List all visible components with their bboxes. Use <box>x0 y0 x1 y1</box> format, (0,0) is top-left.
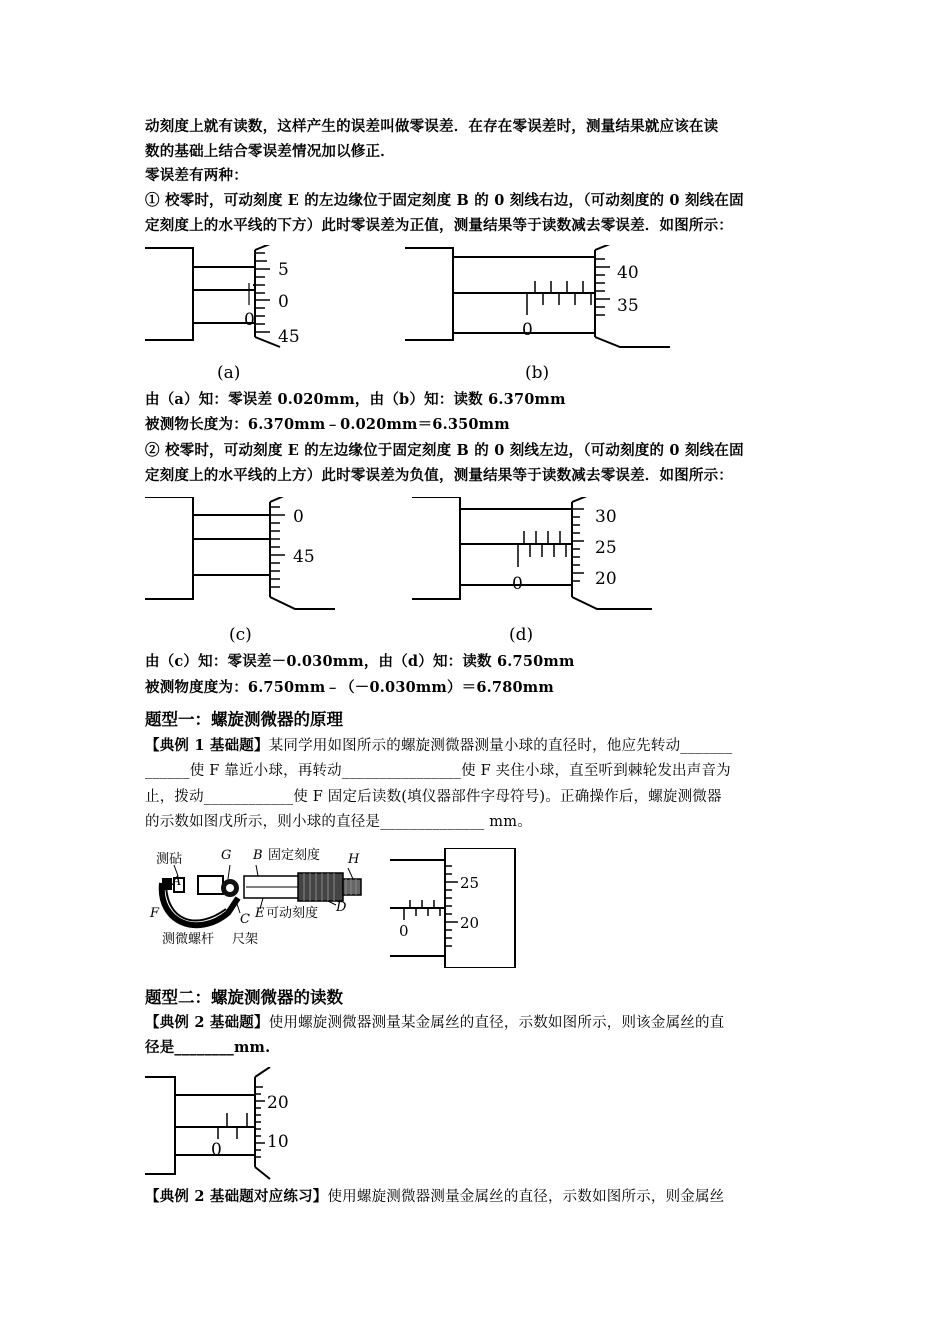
fig-f-label-20: 20 <box>267 1093 289 1113</box>
intro-line-1: 动刻度上就有读数，这样产生的误差叫做零误差．在存在零误差时，测量结果就应该在读 <box>145 118 719 135</box>
fig-e-zero: 0 <box>399 922 409 940</box>
fig-b-caption: (b) <box>525 363 550 383</box>
label-E: E <box>255 906 265 921</box>
fig-b-label-35: 35 <box>617 296 639 316</box>
fig-d-label-25: 25 <box>595 538 617 558</box>
label-spindle: 测微螺杆 <box>162 932 215 947</box>
fig-a-label-0: 0 <box>278 292 289 312</box>
fig-b-zero: 0 <box>522 320 533 340</box>
example1-line-2: ______使 F 靠近小球，再转动________________使 F 夹住小球，直至听到棘轮发出声音为 <box>145 763 731 779</box>
fig-d-zero: 0 <box>512 574 523 594</box>
case2-line-b: 定刻度上的水平线的上方）此时零误差为负值，测量结果等于读数减去零误差．如图所示： <box>145 467 733 484</box>
result2-line-1: 由（c）知：零误差－0.030mm，由（d）知：读数 6.750mm <box>145 653 575 670</box>
label-A: A <box>172 874 182 889</box>
intro-line-2: 数的基础上结合零误差情况加以修正． <box>145 143 395 160</box>
example3-text-1: 使用螺旋测微器测量金属丝的直径，示数如图所示，则金属丝 <box>327 1189 725 1205</box>
fig-b-label-40: 40 <box>617 263 639 283</box>
fig-a-zero: 0 <box>244 310 255 330</box>
example2-tag: 【典例 2 基础题】 <box>145 1014 269 1031</box>
example1-text-1: 某同学用如图所示的螺旋测微器测量小球的直径时，他应先转动_______ <box>268 738 733 754</box>
fig-f-zero: 0 <box>211 1140 222 1160</box>
label-D: D <box>336 900 347 915</box>
label-anvil: 测砧 <box>156 852 183 867</box>
label-F: F <box>150 906 160 921</box>
section2-title: 题型二：螺旋测微器的读数 <box>145 988 343 1007</box>
label-C: C <box>240 912 250 927</box>
figure-d <box>412 497 667 647</box>
micrometer-diagram <box>148 843 373 953</box>
label-fixed-scale: 固定刻度 <box>268 848 321 863</box>
fig-e-label-20: 20 <box>460 914 480 932</box>
fig-d-label-20: 20 <box>595 569 617 589</box>
example1-line-1 <box>145 735 810 757</box>
label-B: B <box>253 848 263 863</box>
fig-c-label-0: 0 <box>293 507 304 527</box>
case1-line-b: 定刻度上的水平线的下方）此时零误差为正值，测量结果等于读数减去零误差．如图所示： <box>145 217 733 234</box>
figure-c <box>145 497 335 647</box>
fig-e-label-25: 25 <box>460 874 480 892</box>
example2-line-2: 径是________mm. <box>145 1039 271 1056</box>
fig-c-label-45: 45 <box>293 547 315 567</box>
intro-line-3: 零误差有两种： <box>145 167 248 184</box>
figure-e <box>390 848 525 968</box>
fig-a-label-5: 5 <box>278 260 289 280</box>
fig-d-label-30: 30 <box>595 507 617 527</box>
example3-line-1 <box>145 1186 810 1208</box>
result1-line-2: 被测物长度为：6.370mm﹣0.020mm＝6.350mm <box>145 416 510 433</box>
label-H: H <box>348 852 360 867</box>
figure-f <box>145 1067 325 1182</box>
label-movable-scale: 可动刻度 <box>266 906 319 921</box>
fig-d-caption: (d) <box>509 625 534 645</box>
result1-line-1: 由（a）知：零误差 0.020mm，由（b）知：读数 6.370mm <box>145 391 566 408</box>
label-G: G <box>221 848 232 863</box>
example3-tag: 【典例 2 基础题对应练习】 <box>145 1188 328 1205</box>
case1-line-a: ① 校零时，可动刻度 E 的左边缘位于固定刻度 B 的 0 刻线右边，（可动刻度的 0 刻线在固 <box>145 192 744 209</box>
figure-b <box>405 245 675 385</box>
fig-a-label-45: 45 <box>278 327 300 347</box>
example2-line-1 <box>145 1012 810 1034</box>
section1-title: 题型一：螺旋测微器的原理 <box>145 710 343 729</box>
example2-text-1: 使用螺旋测微器测量某金属丝的直径，示数如图所示，则该金属丝的直 <box>268 1015 725 1031</box>
fig-f-label-10: 10 <box>267 1132 289 1152</box>
fig-a-caption: (a) <box>217 363 241 383</box>
figure-a <box>145 245 315 385</box>
example1-line-4: 的示数如图戊所示，则小球的直径是______________ mm。 <box>145 814 532 830</box>
fig-c-caption: (c) <box>229 625 252 645</box>
label-frame: 尺架 <box>232 932 259 947</box>
case2-line-a: ② 校零时，可动刻度 E 的左边缘位于固定刻度 B 的 0 刻线左边，（可动刻度的 0 刻线在固 <box>145 442 744 459</box>
example1-line-3: 止，拨动____________使 F 固定后读数(填仪器部件字母符号)。正确操作后，螺旋测微器 <box>145 789 722 805</box>
result2-line-2: 被测物度度为：6.750mm﹣（－0.030mm）＝6.780mm <box>145 679 554 696</box>
example1-tag: 【典例 1 基础题】 <box>145 737 269 754</box>
